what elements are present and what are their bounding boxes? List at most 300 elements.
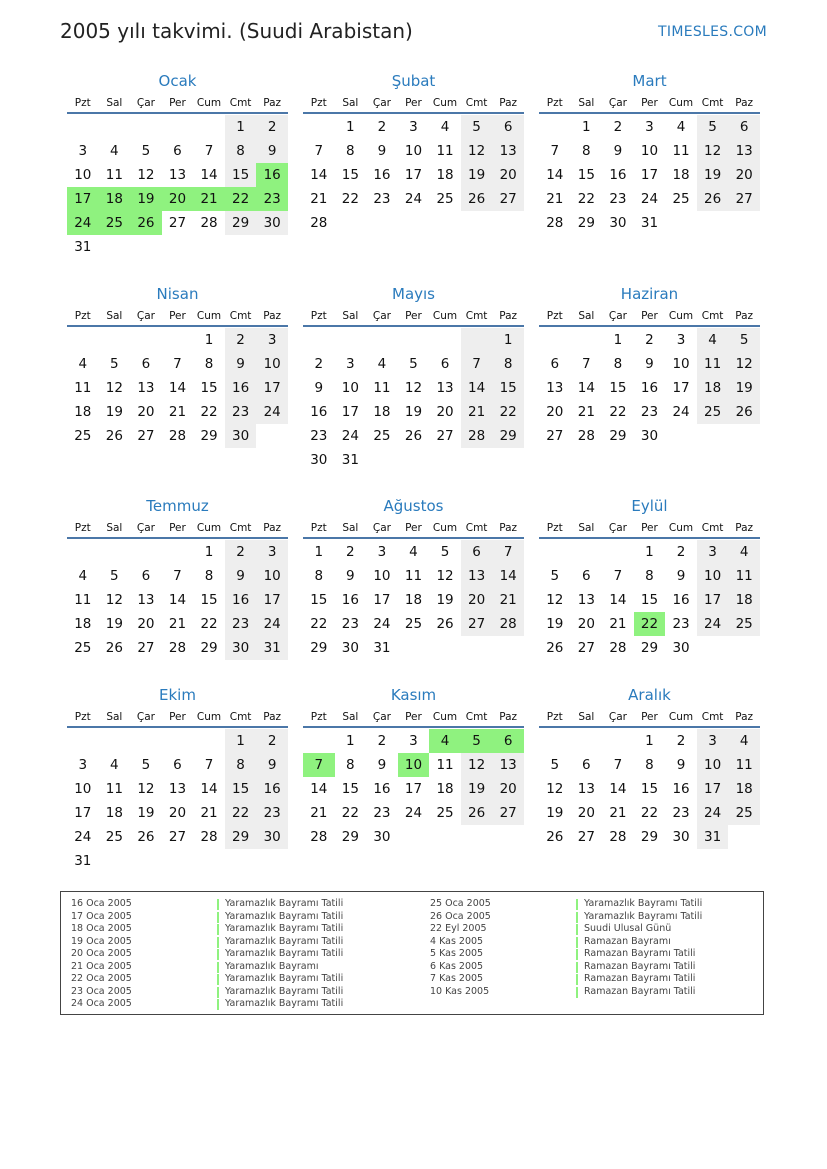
day-cell: 10 <box>74 781 92 797</box>
day-cell: 2 <box>676 544 686 560</box>
day-cell: 10 <box>373 568 391 584</box>
weekday-label: Sal <box>106 522 123 534</box>
day-cell: 13 <box>168 781 187 797</box>
day-cell: 28 <box>200 215 218 231</box>
day-cell: 5 <box>728 328 760 352</box>
day-cell: 6 <box>173 143 182 159</box>
day-cell: 10 <box>256 564 288 588</box>
day-cell: 21 <box>168 616 187 632</box>
day-cell: 26 <box>697 187 729 211</box>
day-cell: 19 <box>546 805 564 821</box>
day-cell: 5 <box>440 544 450 560</box>
day-cell: 2 <box>314 356 324 372</box>
day-cell: 19 <box>436 592 454 608</box>
day-cell: 29 <box>310 640 328 656</box>
weekday-label: Cum <box>668 97 694 109</box>
day-cell: 18 <box>728 588 760 612</box>
day-cell: 2 <box>346 544 355 560</box>
empty-cell <box>67 115 99 139</box>
day-cell: 6 <box>582 757 591 773</box>
day-cell: 8 <box>346 757 355 773</box>
day-cell: 21 <box>492 588 524 612</box>
day-cell: 6 <box>728 115 760 139</box>
day-cell: 27 <box>492 187 524 211</box>
weekday-label: Pzt <box>546 711 563 723</box>
weekday-label: Cum <box>668 711 694 723</box>
day-cell: 15 <box>609 380 627 396</box>
day-cell: 15 <box>341 781 359 797</box>
day-cell: 31 <box>341 452 359 468</box>
weekday-label: Paz <box>735 310 754 322</box>
day-cell: 21 <box>168 404 187 420</box>
day-cell: 4 <box>110 143 119 159</box>
day-cell: 1 <box>645 733 654 749</box>
day-cell: 14 <box>609 781 627 797</box>
day-cell: 24 <box>640 191 659 207</box>
weekday-label: Per <box>169 711 186 723</box>
day-cell: 1 <box>492 328 524 352</box>
day-cell: 31 <box>256 636 288 660</box>
day-cell: 16 <box>225 588 257 612</box>
day-cell: 12 <box>404 380 423 396</box>
empty-cell <box>571 729 603 753</box>
day-cell: 25 <box>728 612 760 636</box>
weekday-label: Paz <box>263 97 282 109</box>
day-cell: 17 <box>341 404 359 420</box>
day-cell: 30 <box>609 215 627 231</box>
day-cell: 26 <box>105 428 123 444</box>
day-cell: 20 <box>728 163 760 187</box>
legend-holiday-name: Yaramazlık Bayramı Tatili <box>225 973 344 984</box>
day-cell: 30 <box>310 452 328 468</box>
weekday-label: Cum <box>668 522 694 534</box>
weekday-header <box>303 92 524 114</box>
day-cell: 2 <box>377 733 387 749</box>
empty-cell <box>539 328 571 352</box>
day-cell: 30 <box>256 211 288 235</box>
day-cell: 20 <box>137 404 155 420</box>
day-cell: 10 <box>640 143 659 159</box>
day-cell: 12 <box>461 139 493 163</box>
legend-holiday-name: Ramazan Bayramı Tatili <box>584 948 696 959</box>
weekday-label: Per <box>641 97 658 109</box>
day-cell: 28 <box>310 829 328 845</box>
weekday-label: Cum <box>196 522 222 534</box>
month-title: Şubat <box>391 72 436 90</box>
day-cell: 16 <box>225 376 257 400</box>
day-cell: 19 <box>728 376 760 400</box>
day-cell: 18 <box>404 592 423 608</box>
day-cell: 3 <box>697 729 729 753</box>
weekday-label: Sal <box>578 711 595 723</box>
day-cell: 18 <box>728 777 760 801</box>
legend-date: 18 Oca 2005 <box>71 923 132 934</box>
day-cell: 13 <box>546 380 564 396</box>
weekday-label: Paz <box>263 522 282 534</box>
day-cell: 1 <box>613 332 623 348</box>
day-cell: 11 <box>436 757 454 773</box>
weekday-label: Paz <box>499 310 518 322</box>
day-cell: 12 <box>697 139 729 163</box>
day-cell: 26 <box>546 829 564 845</box>
day-cell: 13 <box>168 167 187 183</box>
legend-row <box>71 936 343 949</box>
day-cell: 9 <box>676 568 686 584</box>
empty-cell <box>602 729 634 753</box>
day-cell: 6 <box>461 540 493 564</box>
weekday-label: Çar <box>372 97 391 109</box>
weekday-label: Pzt <box>310 310 327 322</box>
day-cell: 2 <box>225 540 257 564</box>
day-cell: 22 <box>225 801 257 825</box>
day-cell: 12 <box>105 380 123 396</box>
day-cell: 9 <box>676 757 686 773</box>
day-cell: 11 <box>404 568 423 584</box>
holiday-day-cell: 7 <box>303 753 335 777</box>
legend-row <box>430 961 702 974</box>
holiday-day-cell: 17 <box>67 187 99 211</box>
empty-cell <box>67 540 99 564</box>
month-title: Mart <box>632 72 667 90</box>
legend-date: 4 Kas 2005 <box>430 935 484 947</box>
legend-color-marker <box>217 974 219 985</box>
month-title: Nisan <box>156 285 199 303</box>
weekday-header <box>539 706 760 728</box>
day-grid <box>539 540 760 660</box>
day-cell: 9 <box>645 356 654 372</box>
weekday-label: Paz <box>499 522 518 534</box>
day-cell: 8 <box>314 568 324 584</box>
day-cell: 14 <box>310 167 328 183</box>
day-cell: 29 <box>640 829 659 845</box>
legend-date: 19 Oca 2005 <box>71 935 132 947</box>
day-cell: 28 <box>577 428 595 444</box>
legend-color-marker <box>217 899 219 910</box>
day-cell: 15 <box>640 592 659 608</box>
day-cell: 2 <box>256 729 288 753</box>
day-cell: 20 <box>577 616 595 632</box>
empty-cell <box>99 115 131 139</box>
empty-cell <box>193 115 225 139</box>
weekday-label: Cmt <box>229 97 252 109</box>
day-cell: 8 <box>645 568 654 584</box>
day-cell: 19 <box>137 805 155 821</box>
day-cell: 28 <box>492 612 524 636</box>
day-cell: 3 <box>409 733 418 749</box>
day-cell: 11 <box>74 592 92 608</box>
day-cell: 19 <box>105 404 123 420</box>
month-block <box>303 285 524 472</box>
weekday-label: Cmt <box>229 711 252 723</box>
holiday-day-cell: 25 <box>99 211 131 235</box>
day-cell: 22 <box>310 616 328 632</box>
day-cell: 9 <box>613 143 623 159</box>
day-cell: 8 <box>582 143 591 159</box>
legend-holiday-name: Yaramazlık Bayramı <box>225 960 319 972</box>
legend-row <box>430 936 702 949</box>
day-grid <box>303 115 524 235</box>
site-link[interactable]: TIMESLES.COM <box>658 24 767 40</box>
day-cell: 11 <box>672 143 690 159</box>
weekday-label: Çar <box>608 97 627 109</box>
legend-color-marker <box>576 962 578 973</box>
weekday-label: Paz <box>499 97 518 109</box>
month-title: Haziran <box>620 285 679 303</box>
day-cell: 21 <box>577 404 595 420</box>
day-cell: 23 <box>373 805 391 821</box>
day-cell: 24 <box>697 612 729 636</box>
day-cell: 16 <box>310 404 328 420</box>
day-cell: 23 <box>225 612 257 636</box>
day-cell: 7 <box>314 143 324 159</box>
day-cell: 9 <box>346 568 355 584</box>
day-grid <box>67 540 288 660</box>
day-cell: 30 <box>373 829 391 845</box>
day-cell: 19 <box>105 616 123 632</box>
day-cell: 7 <box>461 352 493 376</box>
weekday-label: Cum <box>432 522 458 534</box>
day-cell: 14 <box>546 167 564 183</box>
day-cell: 22 <box>200 404 218 420</box>
legend-color-marker <box>217 949 219 960</box>
weekday-label: Pzt <box>546 310 563 322</box>
day-cell: 6 <box>141 356 151 372</box>
day-cell: 20 <box>546 404 564 420</box>
legend-row <box>430 923 702 936</box>
day-cell: 19 <box>546 616 564 632</box>
weekday-label: Sal <box>342 711 359 723</box>
day-cell: 12 <box>546 592 564 608</box>
holiday-legend <box>60 891 764 1015</box>
day-cell: 17 <box>74 805 92 821</box>
day-cell: 3 <box>377 544 387 560</box>
month-block <box>539 497 760 660</box>
day-cell: 16 <box>609 167 627 183</box>
day-cell: 27 <box>137 640 155 656</box>
day-cell: 17 <box>640 167 659 183</box>
day-cell: 25 <box>728 801 760 825</box>
weekday-label: Sal <box>578 522 595 534</box>
day-cell: 28 <box>609 829 627 845</box>
day-cell: 1 <box>204 544 214 560</box>
legend-color-marker <box>217 937 219 948</box>
legend-color-marker <box>217 999 219 1010</box>
weekday-label: Cmt <box>465 711 488 723</box>
day-cell: 1 <box>582 119 591 135</box>
legend-date: 24 Oca 2005 <box>71 998 132 1009</box>
day-cell: 17 <box>697 777 729 801</box>
legend-holiday-name: Yaramazlık Bayramı Tatili <box>584 898 703 909</box>
day-cell: 18 <box>436 167 454 183</box>
weekday-label: Paz <box>735 711 754 723</box>
day-cell: 1 <box>225 729 257 753</box>
day-cell: 12 <box>436 568 454 584</box>
day-cell: 23 <box>672 805 690 821</box>
empty-cell <box>335 328 367 352</box>
day-cell: 30 <box>225 424 257 448</box>
day-cell: 7 <box>550 143 560 159</box>
day-cell: 7 <box>204 143 214 159</box>
day-cell: 20 <box>577 805 595 821</box>
empty-cell <box>99 729 131 753</box>
day-cell: 29 <box>225 211 257 235</box>
day-cell: 27 <box>168 215 187 231</box>
day-cell: 29 <box>341 829 359 845</box>
day-cell: 8 <box>645 757 654 773</box>
legend-date: 23 Oca 2005 <box>71 985 132 997</box>
legend-row <box>71 998 343 1011</box>
legend-row <box>71 986 343 999</box>
month-title: Kasım <box>390 686 437 704</box>
day-cell: 2 <box>256 115 288 139</box>
day-cell: 13 <box>436 380 454 396</box>
day-cell: 14 <box>577 380 595 396</box>
day-cell: 8 <box>346 143 355 159</box>
day-cell: 30 <box>225 636 257 660</box>
day-cell: 10 <box>672 356 690 372</box>
legend-row <box>430 898 702 911</box>
day-cell: 7 <box>204 757 214 773</box>
weekday-label: Pzt <box>74 522 91 534</box>
empty-cell <box>398 328 430 352</box>
day-cell: 12 <box>105 592 123 608</box>
day-cell: 24 <box>404 805 423 821</box>
day-cell: 15 <box>310 592 328 608</box>
weekday-label: Sal <box>106 97 123 109</box>
legend-color-marker <box>217 962 219 973</box>
day-cell: 11 <box>105 167 123 183</box>
empty-cell <box>162 115 194 139</box>
day-cell: 15 <box>341 167 359 183</box>
day-cell: 8 <box>204 568 214 584</box>
legend-row <box>71 948 343 961</box>
day-cell: 1 <box>346 119 355 135</box>
weekday-label: Per <box>405 711 422 723</box>
day-cell: 24 <box>672 404 690 420</box>
day-cell: 3 <box>676 332 686 348</box>
day-cell: 29 <box>609 428 627 444</box>
weekday-label: Cmt <box>229 522 252 534</box>
legend-row <box>430 948 702 961</box>
day-cell: 24 <box>373 616 391 632</box>
day-cell: 29 <box>225 825 257 849</box>
month-title: Ekim <box>159 686 196 704</box>
legend-color-marker <box>217 987 219 998</box>
legend-date: 5 Kas 2005 <box>430 948 484 959</box>
weekday-label: Cum <box>432 97 458 109</box>
empty-cell <box>539 540 571 564</box>
day-cell: 11 <box>105 781 123 797</box>
day-cell: 5 <box>550 757 560 773</box>
day-cell: 6 <box>173 757 182 773</box>
day-cell: 14 <box>310 781 328 797</box>
legend-holiday-name: Yaramazlık Bayramı Tatili <box>584 910 703 922</box>
weekday-header <box>539 305 760 327</box>
weekday-header <box>539 517 760 539</box>
month-block <box>303 72 524 235</box>
weekday-header <box>303 706 524 728</box>
day-cell: 22 <box>640 805 659 821</box>
empty-cell <box>162 729 194 753</box>
empty-cell <box>571 328 603 352</box>
day-cell: 6 <box>582 568 591 584</box>
day-cell: 9 <box>256 753 288 777</box>
day-cell: 1 <box>225 115 257 139</box>
day-cell: 26 <box>461 801 493 825</box>
day-cell: 18 <box>105 805 123 821</box>
weekday-label: Sal <box>106 310 123 322</box>
empty-cell <box>303 328 335 352</box>
legend-holiday-name: Ramazan Bayramı Tatili <box>584 960 696 972</box>
day-cell: 13 <box>492 139 524 163</box>
day-cell: 9 <box>225 352 257 376</box>
day-cell: 25 <box>404 616 423 632</box>
weekday-label: Per <box>641 711 658 723</box>
day-cell: 29 <box>200 640 218 656</box>
day-cell: 20 <box>168 805 187 821</box>
day-cell: 6 <box>440 356 450 372</box>
day-cell: 2 <box>676 733 686 749</box>
day-cell: 26 <box>137 829 155 845</box>
day-grid <box>303 328 524 472</box>
day-cell: 8 <box>204 356 214 372</box>
day-cell: 7 <box>613 757 623 773</box>
day-cell: 1 <box>204 332 214 348</box>
legend-holiday-name: Suudi Ulusal Günü <box>584 923 672 934</box>
holiday-day-cell: 10 <box>398 753 430 777</box>
day-cell: 29 <box>200 428 218 444</box>
day-cell: 7 <box>173 356 182 372</box>
day-cell: 26 <box>728 400 760 424</box>
day-cell: 14 <box>200 781 218 797</box>
day-cell: 9 <box>314 380 324 396</box>
day-cell: 5 <box>461 115 493 139</box>
day-cell: 27 <box>728 187 760 211</box>
day-cell: 17 <box>373 592 391 608</box>
month-title: Temmuz <box>146 497 209 515</box>
weekday-header <box>67 706 288 728</box>
day-cell: 20 <box>461 588 493 612</box>
day-cell: 17 <box>404 167 423 183</box>
holiday-day-cell: 22 <box>634 612 666 636</box>
weekday-label: Cmt <box>229 310 252 322</box>
day-cell: 26 <box>436 616 454 632</box>
day-cell: 14 <box>492 564 524 588</box>
weekday-label: Cmt <box>701 310 724 322</box>
day-cell: 18 <box>697 376 729 400</box>
legend-holiday-name: Ramazan Bayramı Tatili <box>584 973 696 984</box>
day-grid <box>67 328 288 448</box>
month-title: Aralık <box>628 686 671 704</box>
month-block <box>303 497 524 660</box>
weekday-label: Çar <box>608 310 627 322</box>
day-cell: 22 <box>200 616 218 632</box>
weekday-header <box>303 517 524 539</box>
day-cell: 13 <box>137 380 155 396</box>
day-cell: 27 <box>492 801 524 825</box>
day-cell: 21 <box>609 805 627 821</box>
weekday-label: Per <box>405 310 422 322</box>
day-cell: 28 <box>168 640 187 656</box>
day-cell: 18 <box>436 781 454 797</box>
weekday-label: Çar <box>136 97 155 109</box>
day-cell: 28 <box>461 424 493 448</box>
day-cell: 15 <box>225 777 257 801</box>
day-cell: 31 <box>640 215 659 231</box>
day-cell: 5 <box>550 568 560 584</box>
day-grid <box>539 115 760 235</box>
weekday-label: Per <box>169 522 186 534</box>
